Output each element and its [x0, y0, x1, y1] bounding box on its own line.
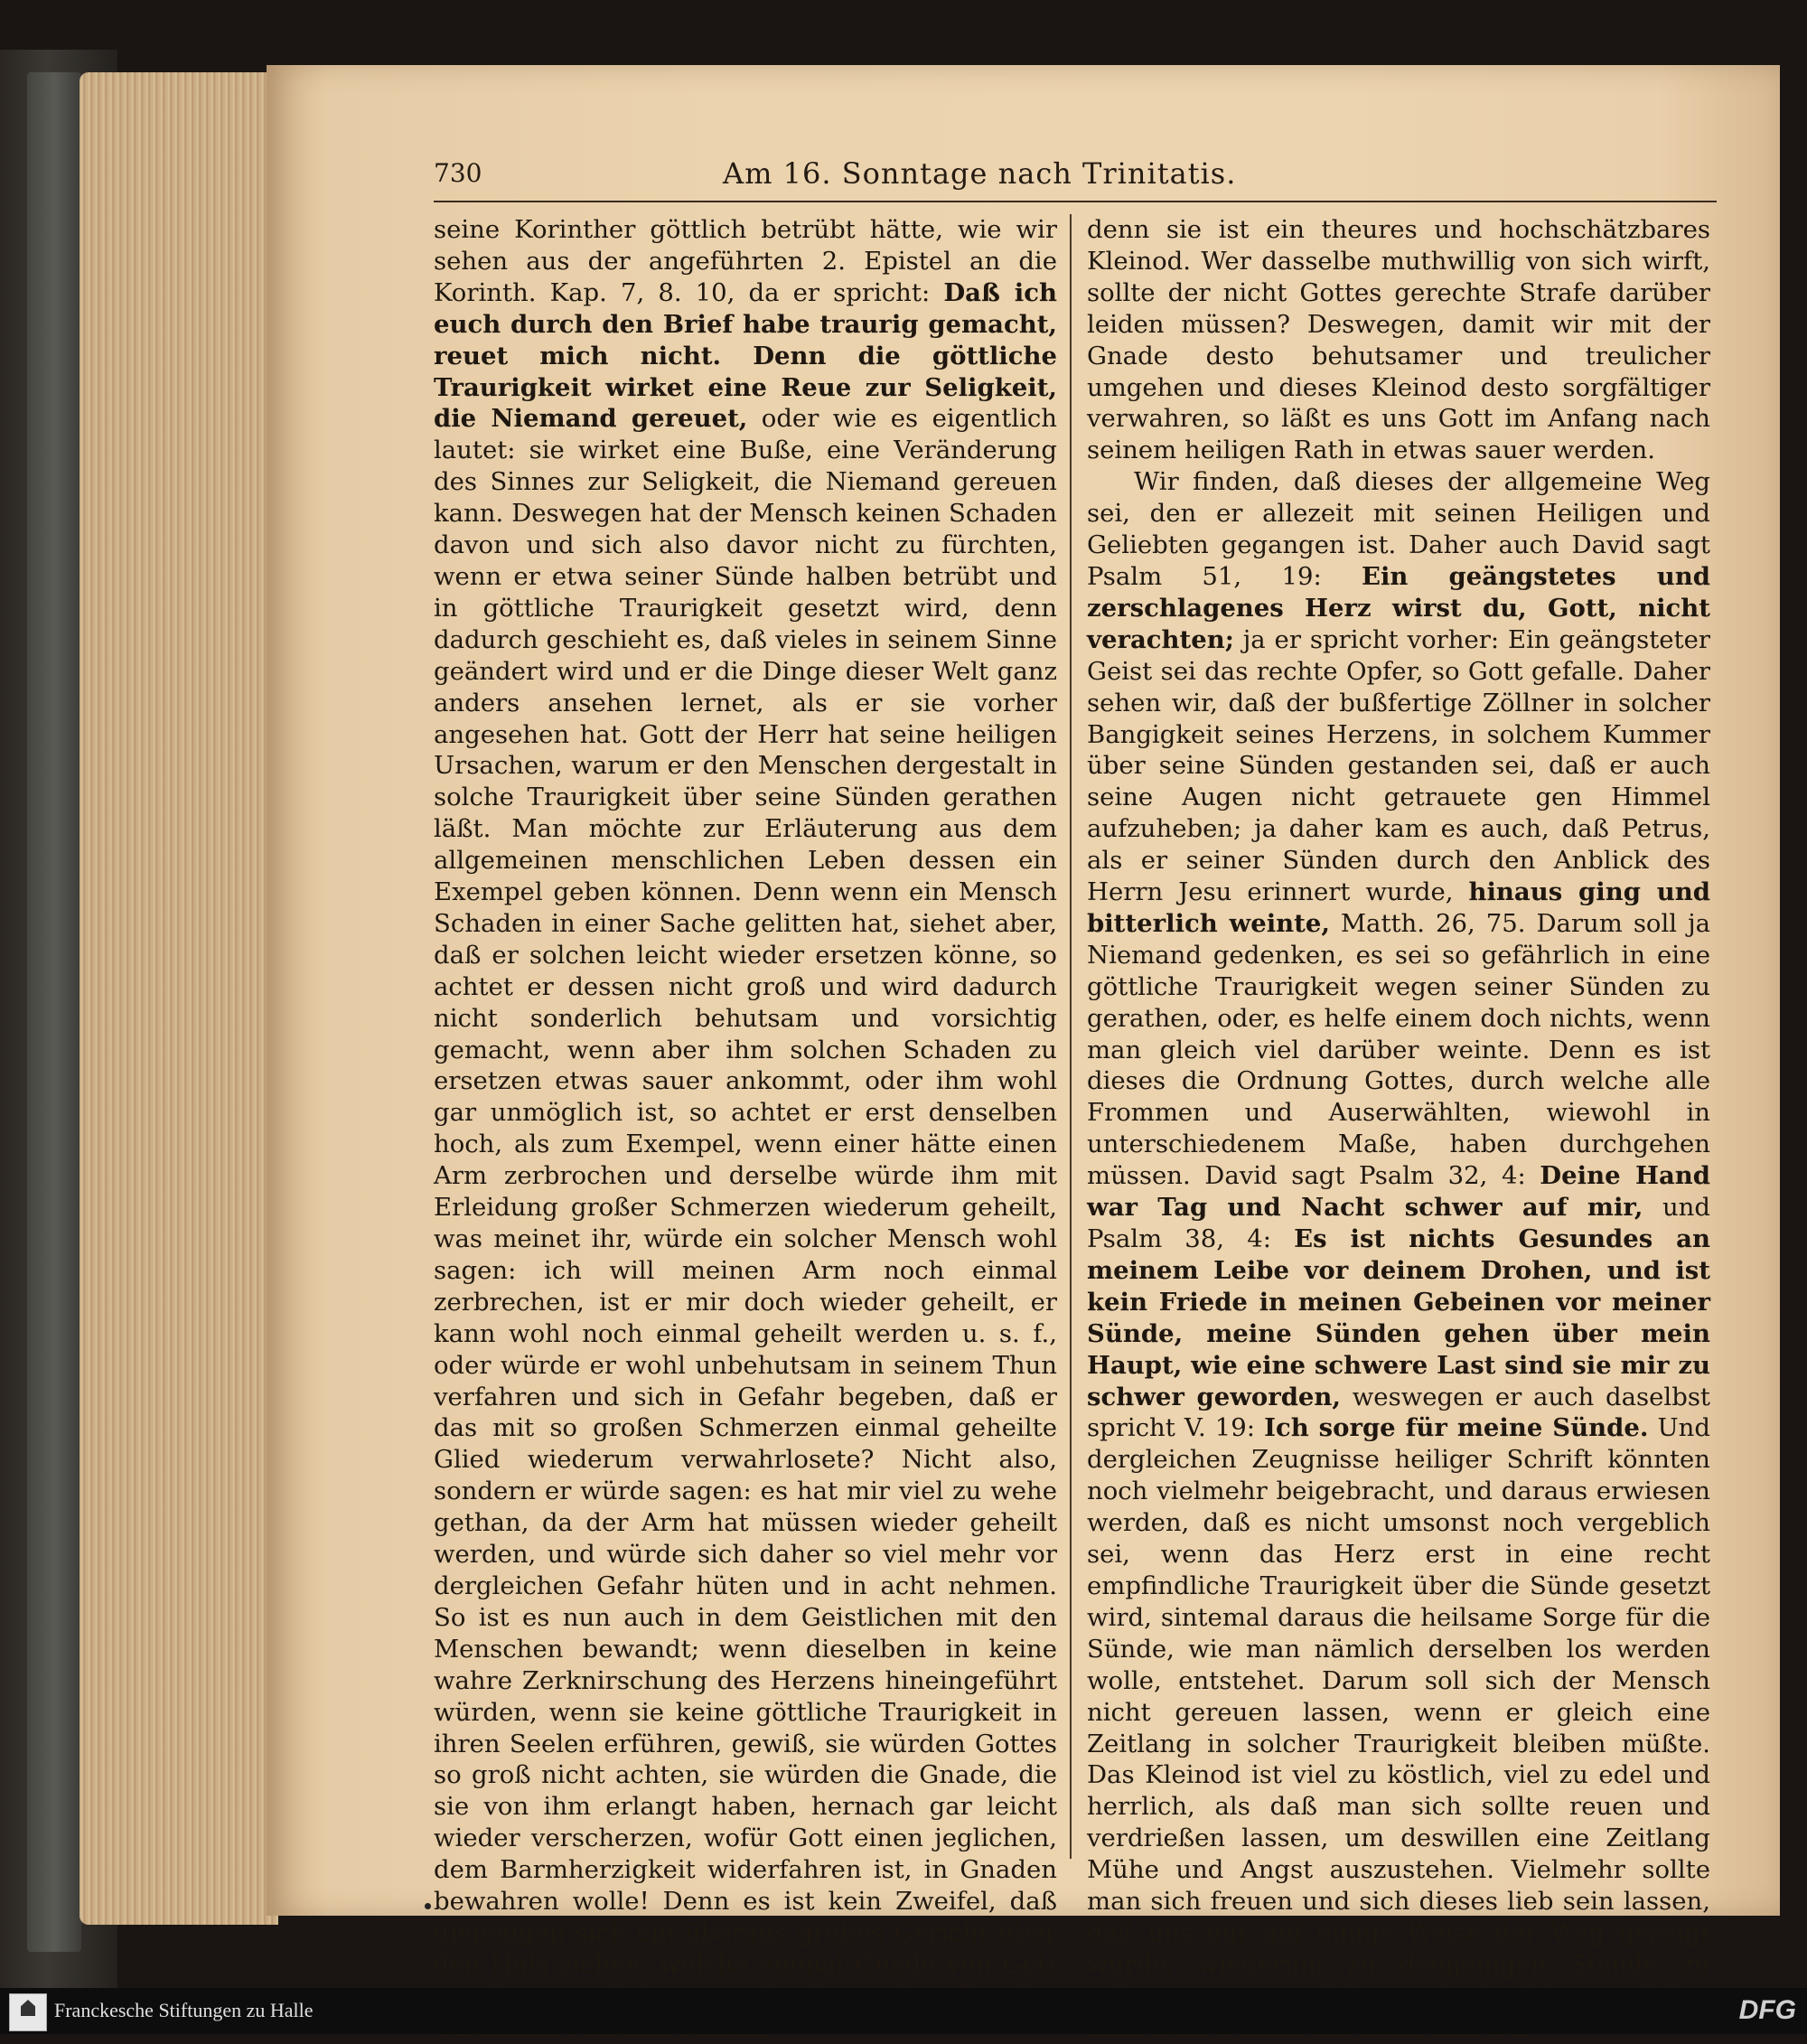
- institution-name[interactable]: Franckesche Stiftungen zu Halle: [54, 1999, 314, 2021]
- paragraph: Wir finden, daß dieses der allgemeine Weg sei, den er allezeit mit seinen Heiligen und Geliebten gegangen ist. Daher auch David sagt Psalm 51, 19: Ein geängstetes und zerschlagenes Herz wirst du, Gott, nicht verachten; ja er spricht vorher: Ein geängsteter Geist sei das rechte Opfer, so Gott gefalle. Daher sehen wir, daß der bußfertige Zöllner in solcher Bangigkeit seines Herzens, in solchem Kummer über seine Sünden gestanden sei, daß er auch seine Augen nicht getrauete gen Himmel aufzuheben; ja daher kam es auch, daß Petrus, als er seiner Sünden durch den Anblick des Herrn Jesu erinnert wurde, hinaus ging und bitterlich weinte, Matth. 26, 75. Darum soll ja Niemand gedenken, es sei so gefährlich in eine göttliche Traurigkeit wegen seiner Sünden zu gerathen, oder, es helfe einem doch nichts, wenn man gleich viel darüber weinte. Denn es ist dieses die Ordnung Gottes, durch welche alle Frommen und Auserwählten, wiewohl in unterschiedenem Maße, haben durchgehen müssen. David sagt Psalm 32, 4: Deine Hand war Tag und Nacht schwer auf mir, und Psalm 38, 4: Es ist nichts Gesundes an meinem Leibe vor deinem Drohen, und ist kein Friede in meinen Gebeinen vor meiner Sünde, meine Sünden gehen über mein Haupt, wie eine schwere Last sind sie mir zu schwer geworden, weswegen er auch daselbst spricht V. 19: Ich sorge für meine Sünde. Und dergleichen Zeugnisse heiliger Schrift könnten noch vielmehr beigebracht, und daraus erwiesen werden, daß es nicht umsonst noch vergeblich sei, wenn das Herz erst in eine recht empfindliche Traurigkeit über die Sünde gesetzt wird, sintemal daraus die heilsame Sorge für die Sünde, wie man nämlich derselben los werden wolle, entstehet. Darum soll sich der Mensch nicht gereuen lassen, wenn er gleich eine Zeitlang in solcher Traurigkeit bleiben müßte. Das Kleinod ist viel zu köstlich, viel zu edel und herrlich, als daß man sich sollte reuen und verdrießen lassen, um deswillen eine Zeitlang Mühe und Angst auszustehen. Vielmehr sollte man sich freuen und sich dieses lieb sein lassen, daß uns nur auf einige Weise der Weg gezeigt würde, wiederum zu demjenigen Stande zu: [1087, 467, 1710, 1979]
- page-header: [434, 151, 1717, 205]
- right-column: [1087, 214, 1710, 2044]
- bold-quote: Daß ich euch durch den Brief habe traurig gemacht, reuet mich nicht. Denn die göttliche Traurigkeit wirket eine Reue zur Seligkeit, die Niemand gereuet,: [434, 277, 1057, 434]
- bold-quote: Es ist nichts Gesundes an meinem Leibe vor deinem Drohen, und ist kein Friede in meinen Gebeinen vor meiner Sünde, meine Sünden gehen über mein Haupt, wie eine schwere Last sind sie mir zu schwer geworden,: [1087, 1224, 1710, 1411]
- dfg-logo: DFG: [1738, 1995, 1796, 2025]
- page-number: 730: [434, 158, 482, 188]
- bold-quote: Ein geängstetes und zerschlagenes Herz wirst du, Gott, nicht verachten;: [1087, 561, 1710, 654]
- institution-logo-icon: [9, 1993, 47, 2031]
- bold-quote: Ich sorge für meine Sünde.: [1264, 1413, 1649, 1443]
- book-page: [267, 65, 1780, 1979]
- header-rule: [434, 201, 1717, 202]
- bold-quote: Deine Hand war Tag und Nacht schwer auf mir,: [1087, 1161, 1710, 1223]
- page-stack: [80, 72, 278, 1925]
- book-spine: [27, 72, 81, 1952]
- paragraph: denn sie ist ein theures und hochschätzbares Kleinod. Wer dasselbe muthwillig von sich wirft, sollte der nicht Gottes gerechte Strafe darüber leiden müssen? Deswegen, damit wir mit der Gnade desto behutsamer und treulicher umgehen und dieses Kleinod desto sorgfältiger verwahren, so läßt es uns Gott im Anfang nach seinem heiligen Rath in etwas sauer werden.: [1087, 215, 1710, 465]
- left-column: [434, 214, 1057, 2044]
- column-divider: [1070, 214, 1072, 1859]
- ink-speck: [425, 1903, 431, 1909]
- bold-quote: hinaus ging und bitterlich weinte,: [1087, 877, 1710, 938]
- running-title: Am 16. Sonntage nach Trinitatis.: [723, 156, 1237, 191]
- paragraph: seine Korinther göttlich betrübt hätte, wie wir sehen aus der angeführten 2. Epistel an die Korinth. Kap. 7, 8. 10, da er spricht: Daß ich euch durch den Brief habe traurig gemacht, reuet mich nicht. Denn die göttliche Traurigkeit wirket eine Reue zur Seligkeit, die Niemand gereuet, oder wie es eigentlich lautet: sie wirket eine Buße, eine Veränderung des Sinnes zur Seligkeit, die Niemand gereuen kann. Deswegen hat der Mensch keinen Schaden davon und sich also davor nicht zu fürchten, wenn er etwa seiner Sünde halben betrübt und in göttliche Traurigkeit gesetzt wird, denn dadurch geschieht es, daß vieles in seinem Sinne geändert wird und er die Dinge dieser Welt ganz anders ansehen lernet, als er sie vorher angesehen hat. Gott der Herr hat seine heiligen Ursachen, warum er den Menschen dergestalt in solche Traurigkeit über seine Sünden gerathen läßt. Man möchte zur Erläuterung aus dem allgemeinen menschlichen Leben dessen ein Exempel geben können. Denn wenn ein Mensch Schaden in einer Sache gelitten hat, siehet aber, daß er solchen leicht wieder ersetzen könne, so achtet er dessen nicht groß und wird dadurch nicht sonderlich behutsam und vorsichtig gemacht, wenn aber ihm solchen Schaden zu ersetzen etwas sauer ankommt, oder ihm wohl gar unmöglich ist, so achtet er erst denselben hoch, als zum Exempel, wenn einer hätte einen Arm zerbrochen und derselbe würde ihm mit Erleidung großer Schmerzen wiederum geheilt, was meinet ihr, würde ein solcher Mensch wohl sagen: ich will meinen Arm noch einmal zerbrechen, ist er mir doch wieder geheilt, er kann wohl noch einmal geheilt werden u. s. f., oder würde er wohl unbehutsam in seinem Thun verfahren und sich in Gefahr begeben, daß er das mit so großen Schmerzen einmal geheilte Glied wiederum verwahrlosete? Nicht also, sondern er würde sagen: es hat mir viel zu wehe gethan, da der Arm hat müssen wieder geheilt werden, und würde sich daher so viel mehr vor dergleichen Gefahr hüten und in acht nehmen. So ist es nun auch in dem Geistlichen mit den Menschen bewandt; wenn dieselben in keine wahre Zerknirschung des Herzens hineingeführt würden, wenn sie keine göttliche Traurigkeit in ihren Seelen erführen, gewiß, sie würden Gottes so groß nicht achten, sie würden die Gnade, die sie von ihm erlangt haben, hernach gar leicht wieder verscherzen, wofür Gott einen jeglichen, dem Barmherzigkeit widerfahren ist, in Gnaden bewahren wolle! Denn es ist kein Zweifel, daß diejenigen sich ein überaus großes Gericht über den Hals ziehen, welche einmal Gnade von Gott: [434, 215, 1057, 1979]
- footer-bar: [0, 1988, 1807, 2034]
